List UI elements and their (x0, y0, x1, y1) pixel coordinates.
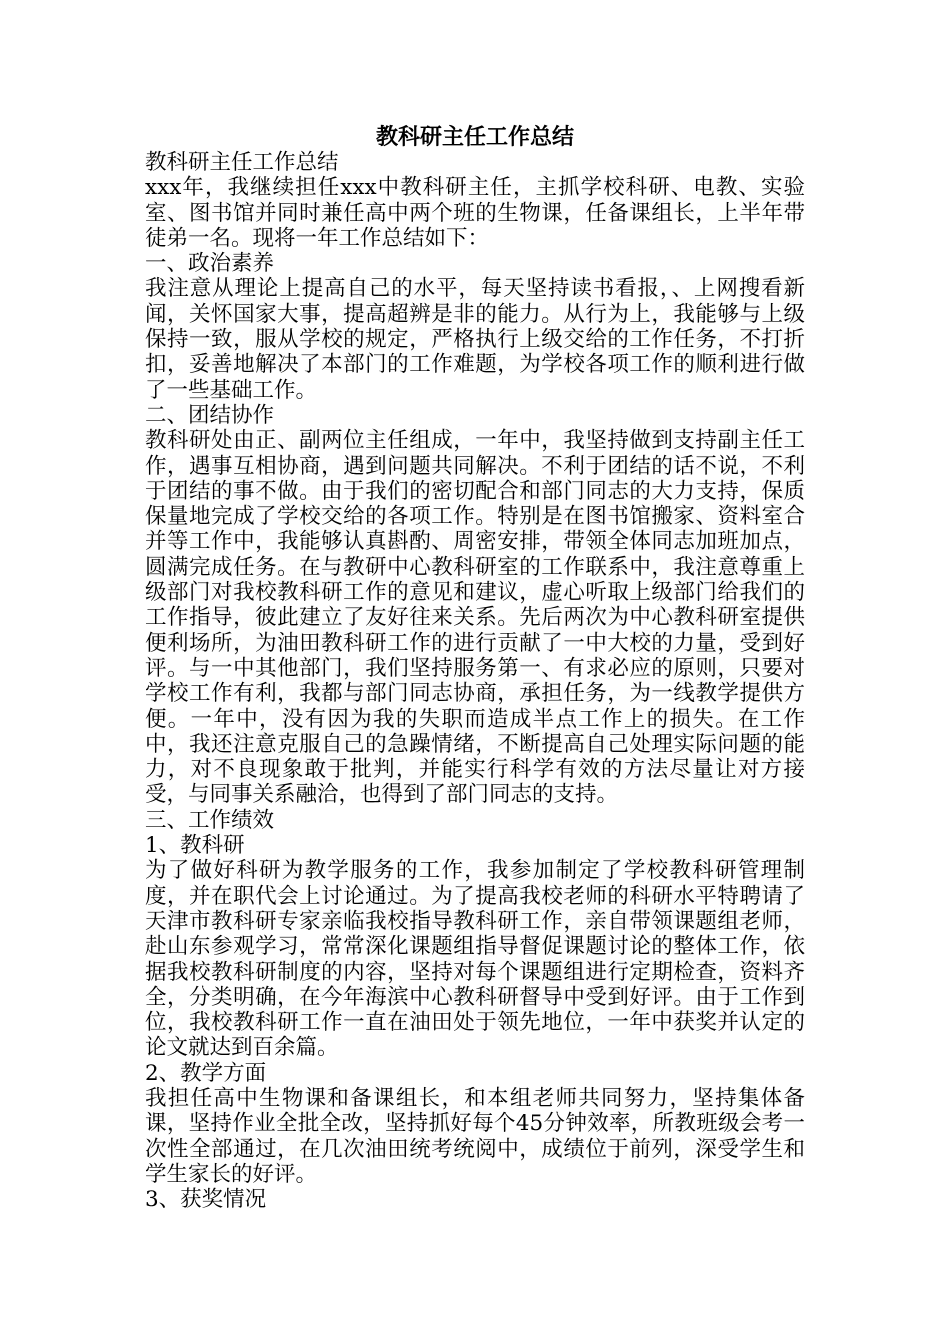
subheading-teaching: 2、教学方面 (145, 1060, 267, 1086)
document-title: 教科研主任工作总结 (375, 125, 574, 150)
subheading-awards: 3、获奖情况 (145, 1187, 267, 1213)
intro-paragraph: xxx年，我继续担任xxx中教科研主任，主抓学校科研、电教、实验室、图书馆并同时兼任高中两个班的生物课，任备课组长，上半年带徒弟一名。现将一年工作总结如下： (145, 175, 805, 251)
teaching-paragraph: 我担任高中生物课和备课组长，和本组老师共同努力，坚持集体备课，坚持作业全批全改，坚持抓好每个45分钟效率，所教班级会考一次性全部通过，在几次油田统考统阅中，成绩位于前列，深受学生和学生家长的好评。 (145, 1085, 805, 1187)
section-heading-performance: 三、工作绩效 (145, 807, 275, 833)
section-heading-politics: 一、政治素养 (145, 251, 275, 277)
teamwork-paragraph: 教科研处由正、副两位主任组成，一年中，我坚持做到支持副主任工作，遇事互相协商，遇到问题共同解决。不利于团结的话不说，不利于团结的事不做。由于我们的密切配合和部门同志的大力支持，保质保量地完成了学校交给的各项工作。特别是在图书馆搬家、资料室合并等工作中，我能够认真斟酌、周密安排，带领全体同志加班加点，圆满完成任务。在与教研中心教科研室的工作联系中，我注意尊重上级部门对我校教科研工作的意见和建议，虚心听取上级部门给我们的工作指导，彼此建立了友好往来关系。先后两次为中心教科研室提供便利场所，为油田教科研工作的进行贡献了一中大校的力量，受到好评。与一中其他部门，我们坚持服务第一、有求必应的原则，只要对学校工作有利，我都与部门同志协商，承担任务，为一线教学提供方便。一年中，没有因为我的失职而造成半点工作上的损失。在工作中，我还注意克服自己的急躁情绪，不断提高自己处理实际问题的能力，对不良现象敢于批判，并能实行科学有效的方法尽量让对方接受，与同事关系融洽，也得到了部门同志的支持。 (145, 428, 805, 808)
subheading-research: 1、教科研 (145, 833, 245, 859)
research-paragraph: 为了做好科研为教学服务的工作，我参加制定了学校教科研管理制度，并在职代会上讨论通过。为了提高我校老师的科研水平特聘请了天津市教科研专家亲临我校指导教科研工作，亲自带领课题组老师，赴山东参观学习，常常深化课题组指导督促课题讨论的整体工作，依据我校教科研制度的内容，坚持对每个课题组进行定期检查，资料齐全，分类明确，在今年海滨中心教科研督导中受到好评。由于工作到位，我校教科研工作一直在油田处于领先地位，一年中获奖并认定的论文就达到百余篇。 (145, 858, 805, 1061)
section-heading-teamwork: 二、团结协作 (145, 402, 275, 428)
subtitle-line: 教科研主任工作总结 (145, 150, 339, 175)
politics-paragraph: 我注意从理论上提高自己的水平，每天坚持读书看报，、上网搜看新闻，关怀国家大事，提高超辨是非的能力。从行为上，我能够与上级保持一致，服从学校的规定，严格执行上级交给的工作任务，不打折扣，妥善地解决了本部门的工作难题，为学校各项工作的顺利进行做了一些基础工作。 (145, 276, 805, 403)
document-body (145, 150, 805, 1212)
